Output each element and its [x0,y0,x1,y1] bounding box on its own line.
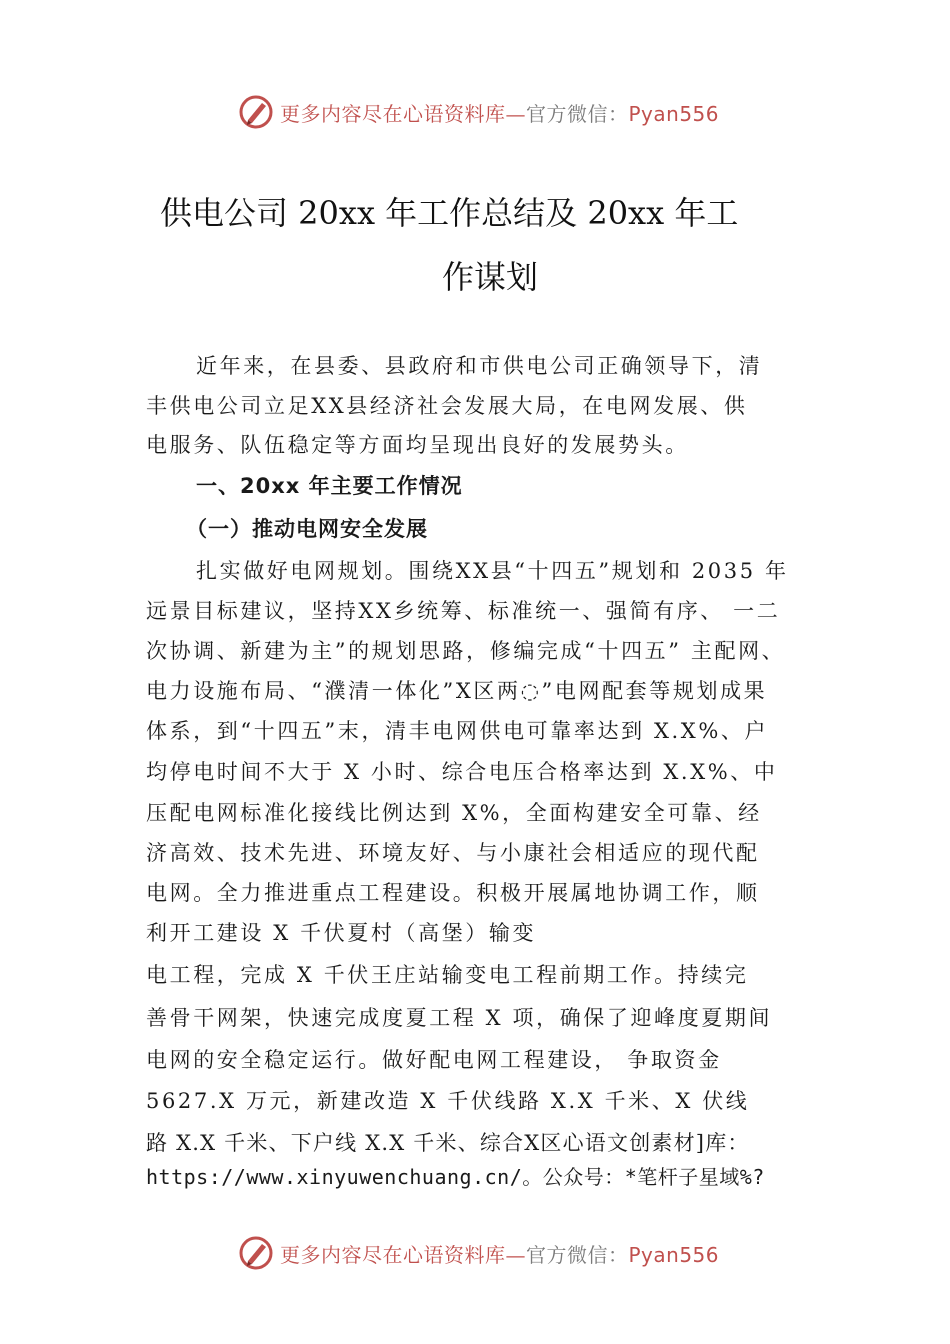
header-banner [0,92,950,132]
section-heading: 一、20xx 年主要工作情况 [196,474,463,498]
banner-handle: Pyan556 [628,1242,720,1267]
pen-logo-icon [238,94,274,130]
body-line: 路 X.X 千米、下户线 X.X 千米、综合X区心语文创素材]库： [146,1131,750,1155]
banner-text [280,1239,719,1268]
body-line: 电工程，完成 X 千伏王庄站输变电工程前期工作。持续完 [146,963,749,987]
body-line: 电服务、队伍稳定等方面均呈现出良好的发展势头。 [146,433,689,457]
subsection-heading: （一）推动电网安全发展 [186,517,428,541]
body-line: 电网。全力推进重点工程建设。积极开展属地协调工作，顺 [146,881,760,905]
body-line: 远景目标建议，坚持XX乡统筹、标准统一、强简有序、 一二 [146,599,781,623]
body-line: 5627.X 万元，新建改造 X 千伏线路 X.X 千米、X 伏线 [146,1089,750,1113]
body-line: 电网的安全稳定运行。做好配电网工程建设， 争取资金 [146,1048,722,1072]
body-line: 善骨干网架，快速完成度夏工程 X 项，确保了迎峰度夏期间 [146,1006,773,1030]
banner-wechat-label: 官方微信： [526,1242,629,1267]
body-line: 济高效、技术先进、环境友好、与小康社会相适应的现代配 [146,841,760,865]
body-line: 体系，到“十四五”末，清丰电网供电可靠率达到 X.X%、户 [146,719,769,743]
banner-text [280,98,719,127]
banner-dash: — [505,1242,526,1267]
banner-dash: — [505,101,526,126]
banner-wechat-label: 官方微信： [526,101,629,126]
source-link-line: https://www.xinyuwenchuang.cn/。公众号：*笔杆子星域%? [146,1165,765,1189]
banner-main-text: 更多内容尽在心语资料库 [280,1242,506,1267]
banner-main-text: 更多内容尽在心语资料库 [280,101,506,126]
body-line: 扎实做好电网规划。围绕XX县“十四五”规划和 2035 年 [196,559,789,583]
body-line: 近年来，在县委、县政府和市供电公司正确领导下，清 [196,354,763,378]
body-line: 次协调、新建为主”的规划思路，修编完成“十四五” 主配网、 [146,639,786,663]
body-line: 压配电网标准化接线比例达到 X%，全面构建安全可靠、经 [146,801,762,825]
document-title-line-1: 供电公司 20xx 年工作总结及 20xx 年工 [160,194,739,232]
body-line: 丰供电公司立足XX县经济社会发展大局，在电网发展、供 [146,394,748,418]
body-line: 均停电时间不大于 X 小时、综合电压合格率达到 X.X%、中 [146,760,778,784]
body-line: 电力设施布局、“濮清一体化”X区两◌”电网配套等规划成果 [146,679,768,703]
pen-logo-icon [238,1235,274,1271]
body-line: 利开工建设 X 千伏夏村（高堡）输变 [146,921,537,945]
banner-handle: Pyan556 [628,101,720,126]
footer-banner [0,1233,950,1273]
document-title-line-2: 作谋划 [442,258,539,296]
